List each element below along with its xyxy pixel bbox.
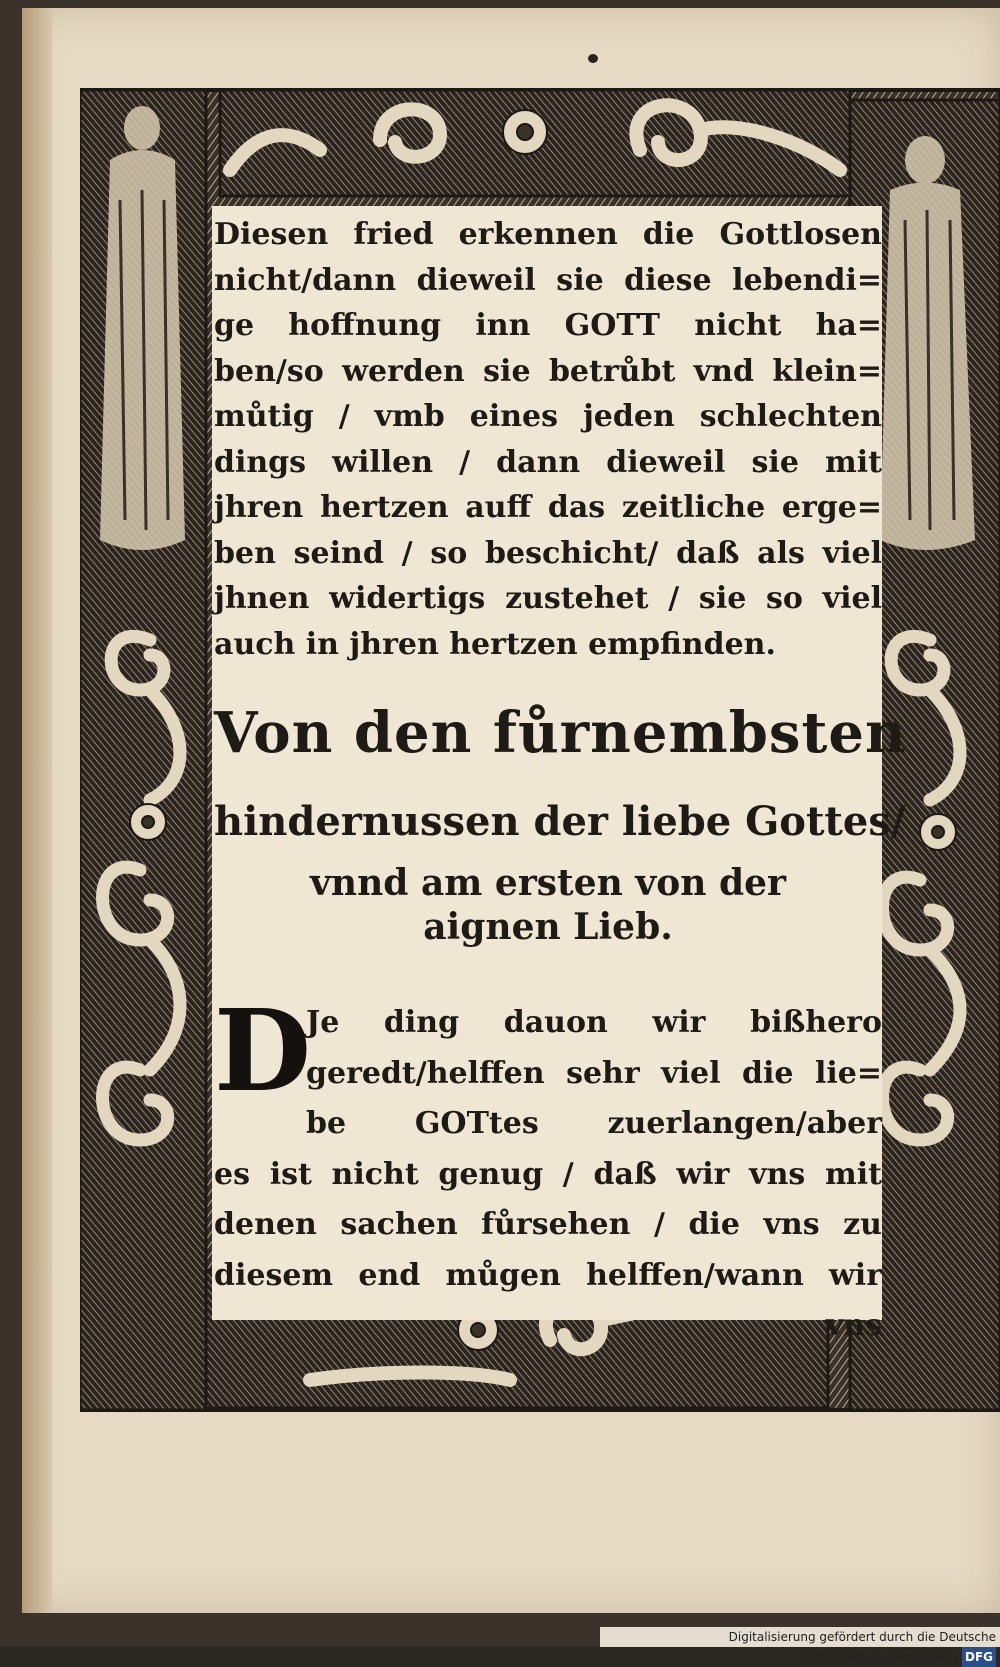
dfg-logo: DFG [962, 1647, 996, 1667]
text-line: auch in jhren hertzen empfinden. [214, 626, 776, 662]
text-line: Je ding dauon wir bißhero [306, 1005, 882, 1040]
section-heading-line-2: hindernussen der liebe Gottes/ [214, 798, 906, 845]
text-line: geredt/helffen sehr viel die lie= [306, 1055, 882, 1091]
text-line: dings willen / dann dieweil sie mit [214, 444, 882, 480]
section-heading-line-1: Von den fůrnembsten [214, 700, 907, 766]
text-line: es ist nicht genug / daß wir vns mit [214, 1156, 882, 1192]
page-binding-edge [22, 8, 52, 1613]
text-line: be GOTtes zuerlangen/aber [306, 1106, 882, 1141]
digitization-credit [600, 1627, 1000, 1664]
text-line: můtig / vmb eines jeden schlechten [214, 399, 882, 434]
credit-text: Digitalisierung gefördert durch die Deutsche Forschungsgemeinschaft - [728, 1630, 996, 1664]
text-line: ben seind / so beschicht/ daß als viel [214, 535, 882, 571]
decorated-initial: D [214, 986, 312, 1117]
paragraph-2 [214, 986, 882, 1352]
ink-speck [588, 54, 598, 63]
text-line: jhren hertzen auff das zeitliche erge= [214, 490, 882, 525]
text-line: ge hoffnung inn GOTT nicht ha= [214, 308, 882, 343]
paragraph-1 [214, 212, 882, 667]
section-heading-line-3: vnnd am ersten von der [310, 862, 786, 904]
text-line: ben/so werden sie betrůbt vnd klein= [214, 353, 882, 389]
catchword: vns [825, 1308, 882, 1343]
text-line: denen sachen fůrsehen / die vns zu [214, 1207, 882, 1242]
section-heading-line-4: aignen Lieb. [423, 906, 673, 948]
text-line: Diesen fried erkennen die Gottlosen [214, 217, 882, 252]
text-line: diesem end můgen helffen/wann wir [214, 1257, 882, 1293]
text-line: nicht/dann dieweil sie diese lebendi= [214, 262, 882, 298]
text-line: jhnen widertigs zustehet / sie so viel [214, 581, 882, 616]
